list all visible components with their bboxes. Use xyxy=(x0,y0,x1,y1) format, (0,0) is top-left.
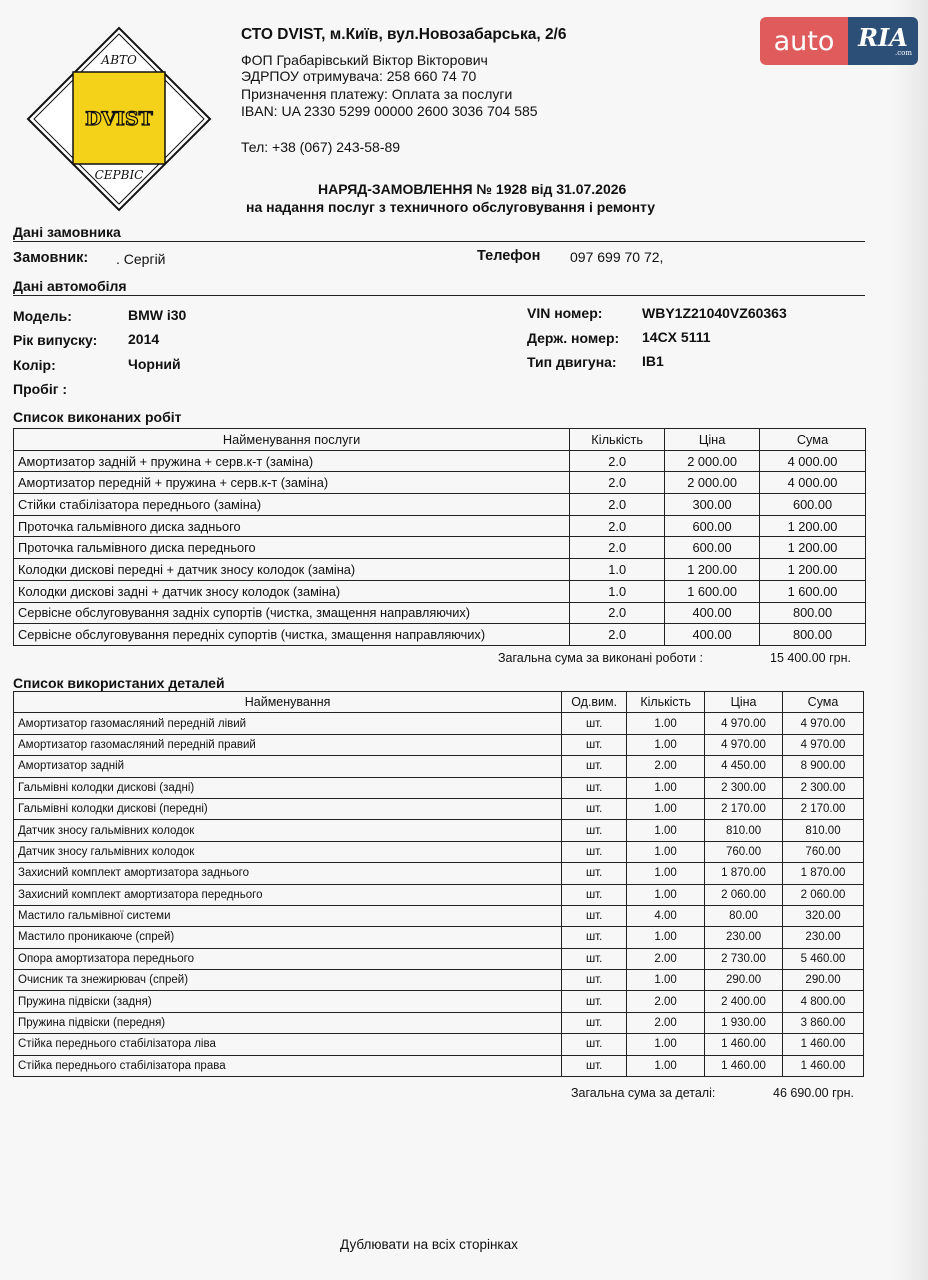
divider xyxy=(13,241,865,242)
parts-table xyxy=(13,691,864,1077)
table-cell: шт. xyxy=(562,713,627,734)
table-cell: Захисний комплект амортизатора заднього xyxy=(14,863,562,884)
table-row xyxy=(14,884,864,905)
payment-purpose: Призначення платежу: Оплата за послуги xyxy=(241,86,513,102)
watermark-ria-text: RIA xyxy=(858,22,908,52)
table-cell: 1.00 xyxy=(627,734,705,755)
parts-header-qty: Кількість xyxy=(627,692,705,713)
table-row xyxy=(14,537,866,559)
logo-top-text: АВТО xyxy=(101,53,137,67)
table-row xyxy=(14,1034,864,1055)
table-cell: 2 000.00 xyxy=(665,450,760,472)
table-cell: 1.00 xyxy=(627,970,705,991)
order-title: НАРЯД-ЗАМОВЛЕННЯ № 1928 від 31.07.2026 xyxy=(318,181,627,197)
table-cell: 2 170.00 xyxy=(705,798,783,819)
table-cell: 810.00 xyxy=(783,820,864,841)
table-cell: 4 970.00 xyxy=(705,713,783,734)
table-cell: 1.00 xyxy=(627,713,705,734)
table-row xyxy=(14,863,864,884)
table-cell: шт. xyxy=(562,798,627,819)
table-cell: Проточка гальмівного диска переднього xyxy=(14,537,570,559)
table-row xyxy=(14,450,866,472)
table-cell: 290.00 xyxy=(705,970,783,991)
table-cell: шт. xyxy=(562,927,627,948)
footer-note: Дублювати на всіх сторінках xyxy=(340,1237,518,1252)
table-cell: 4 000.00 xyxy=(760,450,866,472)
table-cell: 4 450.00 xyxy=(705,756,783,777)
table-row xyxy=(14,841,864,862)
table-cell: 1.00 xyxy=(627,927,705,948)
table-cell: шт. xyxy=(562,756,627,777)
table-cell: 1 930.00 xyxy=(705,1012,783,1033)
table-cell: шт. xyxy=(562,820,627,841)
table-cell: Датчик зносу гальмівних колодок xyxy=(14,820,562,841)
table-row xyxy=(14,472,866,494)
table-cell: 810.00 xyxy=(705,820,783,841)
table-cell: 2 730.00 xyxy=(705,948,783,969)
table-cell: Опора амортизатора переднього xyxy=(14,948,562,969)
table-cell: Гальмівні колодки дискові (задні) xyxy=(14,777,562,798)
table-cell: 2.0 xyxy=(570,602,665,624)
table-cell: 1.00 xyxy=(627,1034,705,1055)
parts-section-title: Список використаних деталей xyxy=(13,675,225,691)
table-cell: Сервісне обслуговування передніх супортів (чистка, змащення направляючих) xyxy=(14,624,570,646)
table-cell: 4 970.00 xyxy=(783,734,864,755)
table-cell: Стійки стабілізатора переднього (заміна) xyxy=(14,494,570,516)
parts-header-unit: Од.вим. xyxy=(562,692,627,713)
works-total-label: Загальна сума за виконані роботи : xyxy=(498,651,703,665)
order-subtitle: на надання послуг з техничного обслуговування і ремонту xyxy=(246,199,656,215)
table-cell: 2 060.00 xyxy=(705,884,783,905)
table-cell: шт. xyxy=(562,1012,627,1033)
table-cell: 8 900.00 xyxy=(783,756,864,777)
table-cell: 2 000.00 xyxy=(665,472,760,494)
parts-header-price: Ціна xyxy=(705,692,783,713)
parts-total: 46 690.00 грн. xyxy=(773,1086,854,1100)
table-cell: шт. xyxy=(562,884,627,905)
car-mileage-label: Пробіг : xyxy=(13,381,68,397)
company-owner: ФОП Грабарівський Віктор Вікторович xyxy=(241,52,488,68)
table-cell: шт. xyxy=(562,991,627,1012)
table-cell: Проточка гальмівного диска заднього xyxy=(14,515,570,537)
table-cell: 1.00 xyxy=(627,841,705,862)
table-row xyxy=(14,734,864,755)
table-row xyxy=(14,756,864,777)
table-row xyxy=(14,1012,864,1033)
company-phone: Тел: +38 (067) 243-58-89 xyxy=(241,139,401,155)
table-cell: Захисний комплект амортизатора переднього xyxy=(14,884,562,905)
table-cell: 1 460.00 xyxy=(783,1034,864,1055)
table-cell: Датчик зносу гальмівних колодок xyxy=(14,841,562,862)
table-cell: 1.00 xyxy=(627,884,705,905)
table-cell: 2 300.00 xyxy=(705,777,783,798)
table-cell: 2.00 xyxy=(627,756,705,777)
table-cell: 2.0 xyxy=(570,494,665,516)
table-cell: 4 000.00 xyxy=(760,472,866,494)
table-cell: шт. xyxy=(562,777,627,798)
watermark-domain: .com xyxy=(895,48,912,57)
car-vin: WBY1Z21040VZ60363 xyxy=(642,305,787,321)
table-cell: 5 460.00 xyxy=(783,948,864,969)
table-cell: 400.00 xyxy=(665,624,760,646)
car-plate-label: Держ. номер: xyxy=(527,330,620,346)
table-cell: Колодки дискові задні + датчик зносу колодок (заміна) xyxy=(14,580,570,602)
logo-bottom-text: СЕРВІС xyxy=(94,168,144,182)
table-cell: шт. xyxy=(562,905,627,926)
table-row xyxy=(14,624,866,646)
works-section-title: Список виконаних робіт xyxy=(13,409,182,425)
table-cell: 230.00 xyxy=(783,927,864,948)
table-cell: 290.00 xyxy=(783,970,864,991)
table-cell: 1.00 xyxy=(627,798,705,819)
table-cell: 1 200.00 xyxy=(760,515,866,537)
table-cell: шт. xyxy=(562,970,627,991)
table-cell: Стійка переднього стабілізатора права xyxy=(14,1055,562,1076)
table-cell: Пружина підвіски (передня) xyxy=(14,1012,562,1033)
table-cell: Мастило проникаюче (спрей) xyxy=(14,927,562,948)
table-cell: Мастило гальмівної системи xyxy=(14,905,562,926)
table-cell: 300.00 xyxy=(665,494,760,516)
table-cell: Стійка переднього стабілізатора ліва xyxy=(14,1034,562,1055)
table-cell: 4 970.00 xyxy=(783,713,864,734)
table-cell: 1.0 xyxy=(570,559,665,581)
table-cell: 3 860.00 xyxy=(783,1012,864,1033)
company-title: СТО DVIST, м.Київ, вул.Новозабарська, 2/6 xyxy=(241,26,567,43)
table-row xyxy=(14,777,864,798)
table-cell: 1 200.00 xyxy=(665,559,760,581)
table-cell: 2.00 xyxy=(627,948,705,969)
table-cell: 1.0 xyxy=(570,580,665,602)
table-cell: 760.00 xyxy=(783,841,864,862)
table-row xyxy=(14,494,866,516)
table-cell: 400.00 xyxy=(665,602,760,624)
car-plate: 14CX 5111 xyxy=(642,329,711,345)
parts-header-sum: Сума xyxy=(783,692,864,713)
autoria-watermark xyxy=(760,17,920,65)
table-cell: 80.00 xyxy=(705,905,783,926)
table-cell: 1 600.00 xyxy=(665,580,760,602)
table-row xyxy=(14,927,864,948)
table-cell: 2 170.00 xyxy=(783,798,864,819)
table-cell: 320.00 xyxy=(783,905,864,926)
table-cell: 800.00 xyxy=(760,602,866,624)
table-cell: 4 800.00 xyxy=(783,991,864,1012)
watermark-auto: auto xyxy=(760,17,848,65)
table-cell: 2 060.00 xyxy=(783,884,864,905)
table-cell: Амортизатор задній + пружина + серв.к-т (заміна) xyxy=(14,450,570,472)
table-cell: 800.00 xyxy=(760,624,866,646)
table-row xyxy=(14,948,864,969)
table-cell: 1 870.00 xyxy=(705,863,783,884)
table-cell: 2 300.00 xyxy=(783,777,864,798)
table-cell: 230.00 xyxy=(705,927,783,948)
table-cell: 1 200.00 xyxy=(760,559,866,581)
works-table xyxy=(13,428,866,646)
table-cell: Гальмівні колодки дискові (передні) xyxy=(14,798,562,819)
works-header-qty: Кількість xyxy=(570,429,665,451)
table-row xyxy=(14,515,866,537)
table-cell: 1 600.00 xyxy=(760,580,866,602)
works-header-name: Найменування послуги xyxy=(14,429,570,451)
table-cell: шт. xyxy=(562,1034,627,1055)
table-row xyxy=(14,820,864,841)
car-color-label: Колір: xyxy=(13,357,56,373)
company-iban: IBAN: UA 2330 5299 00000 2600 3036 704 585 xyxy=(241,103,538,119)
table-cell: 4 970.00 xyxy=(705,734,783,755)
parts-header-name: Найменування xyxy=(14,692,562,713)
table-row xyxy=(14,580,866,602)
table-cell: 1 200.00 xyxy=(760,537,866,559)
table-row xyxy=(14,991,864,1012)
car-year: 2014 xyxy=(128,331,160,347)
table-row xyxy=(14,1055,864,1076)
customer-phone-label: Телефон xyxy=(477,248,541,264)
car-engine-label: Тип двигуна: xyxy=(527,354,617,370)
table-cell: шт. xyxy=(562,734,627,755)
divider xyxy=(13,295,865,296)
table-cell: шт. xyxy=(562,1055,627,1076)
table-cell: 2 400.00 xyxy=(705,991,783,1012)
table-cell: 1 460.00 xyxy=(705,1034,783,1055)
table-cell: 2.00 xyxy=(627,991,705,1012)
customer-name: . Сергій xyxy=(116,251,166,267)
table-cell: 2.0 xyxy=(570,450,665,472)
car-model: BMW i30 xyxy=(128,307,187,323)
table-cell: 1.00 xyxy=(627,1055,705,1076)
works-header-price: Ціна xyxy=(665,429,760,451)
table-cell: шт. xyxy=(562,841,627,862)
table-cell: 2.0 xyxy=(570,515,665,537)
car-engine: IB1 xyxy=(642,353,664,369)
table-cell: Амортизатор передній + пружина + серв.к-т (заміна) xyxy=(14,472,570,494)
watermark-ria xyxy=(848,17,918,65)
table-cell: Сервісне обслуговування задніх супортів (чистка, змащення направляючих) xyxy=(14,602,570,624)
table-cell: 2.00 xyxy=(627,1012,705,1033)
table-row xyxy=(14,602,866,624)
works-header-sum: Сума xyxy=(760,429,866,451)
car-color: Чорний xyxy=(128,356,181,372)
table-cell: 2.0 xyxy=(570,472,665,494)
table-cell: 1 460.00 xyxy=(705,1055,783,1076)
table-cell: Очисник та знежирювач (спрей) xyxy=(14,970,562,991)
table-cell: 2.0 xyxy=(570,624,665,646)
table-cell: 1 460.00 xyxy=(783,1055,864,1076)
dvist-logo xyxy=(26,26,212,212)
car-vin-label: VIN номер: xyxy=(527,305,603,321)
table-cell: Амортизатор газомасляний передній правий xyxy=(14,734,562,755)
table-cell: 600.00 xyxy=(665,515,760,537)
table-cell: Колодки дискові передні + датчик зносу колодок (заміна) xyxy=(14,559,570,581)
table-row xyxy=(14,798,864,819)
table-row xyxy=(14,905,864,926)
table-row xyxy=(14,970,864,991)
scan-edge-shadow xyxy=(892,0,928,1280)
customer-name-label: Замовник: xyxy=(13,250,89,266)
table-cell: 1.00 xyxy=(627,863,705,884)
table-row xyxy=(14,559,866,581)
company-edrpou: ЭДРПОУ отримувача: 258 660 74 70 xyxy=(241,68,477,84)
table-cell: 1 870.00 xyxy=(783,863,864,884)
works-total: 15 400.00 грн. xyxy=(770,651,851,665)
table-cell: 600.00 xyxy=(760,494,866,516)
table-cell: Амортизатор задній xyxy=(14,756,562,777)
table-cell: Амортизатор газомасляний передній лівий xyxy=(14,713,562,734)
table-cell: Пружина підвіски (задня) xyxy=(14,991,562,1012)
table-cell: 4.00 xyxy=(627,905,705,926)
table-cell: шт. xyxy=(562,948,627,969)
table-cell: 1.00 xyxy=(627,820,705,841)
customer-section-title: Дані замовника xyxy=(13,224,121,240)
logo-brand-text: DVIST xyxy=(85,108,153,130)
table-row xyxy=(14,713,864,734)
parts-total-label: Загальна сума за деталі: xyxy=(571,1086,716,1100)
car-year-label: Рік випуску: xyxy=(13,332,98,348)
table-cell: шт. xyxy=(562,863,627,884)
table-cell: 760.00 xyxy=(705,841,783,862)
car-model-label: Модель: xyxy=(13,308,72,324)
table-cell: 600.00 xyxy=(665,537,760,559)
table-cell: 1.00 xyxy=(627,777,705,798)
customer-phone: 097 699 70 72, xyxy=(570,249,664,265)
table-cell: 2.0 xyxy=(570,537,665,559)
car-section-title: Дані автомобіля xyxy=(13,278,127,294)
